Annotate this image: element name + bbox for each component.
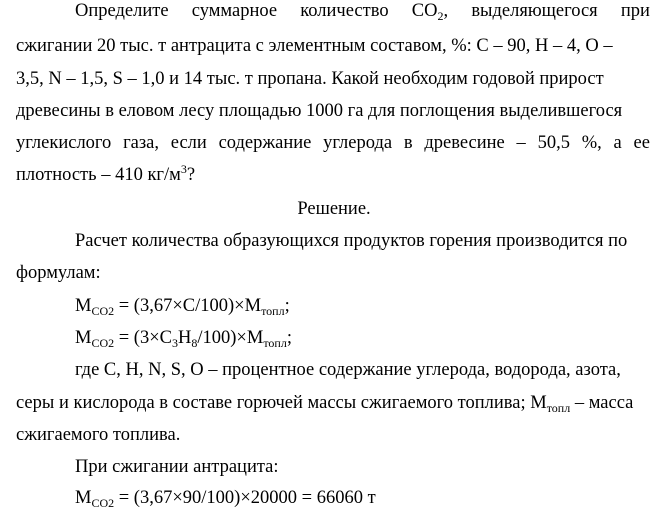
explanation-line-3: сжигаемого топлива.	[16, 424, 181, 445]
anthracite-heading: При сжигании антрацита:	[75, 457, 279, 478]
word: а	[613, 133, 622, 154]
word: газа,	[123, 133, 160, 154]
problem-line-4: древесины в еловом лесу площадью 1000 га для поглощения выделившегося	[16, 100, 623, 121]
solution-heading: Решение.	[297, 198, 371, 219]
formula-2: $M_{CO2} = (3\times C_3H_8/100)\times M_{топл}$;	[75, 328, 292, 351]
word: количество	[300, 1, 389, 21]
word: –	[516, 133, 526, 154]
explanation-line-1: где С, H, N, S, O – процентное содержание углерода, водорода, азота,	[75, 360, 621, 381]
problem-line-2: сжигании 20 тыс. т антрацита с элементным составом, %: С – 90, Н – 4, О –	[16, 36, 613, 57]
anthracite-formula: $M_{CO2} = (3,67\times 90/100)\times 20000 = 66060$ т	[75, 488, 376, 510]
problem-line-5	[16, 132, 650, 154]
word: при	[620, 1, 650, 21]
word: древесине	[424, 133, 505, 154]
intro-line-2: формулам:	[16, 263, 101, 284]
word: углекислого	[16, 133, 112, 154]
word: Определите	[75, 1, 169, 21]
intro-line-1: Расчет количества образующихся продуктов горения производится по	[75, 230, 628, 251]
formula-1: $M_{CO2} = (3,67\times С/100)\times M_{топл}$;	[75, 295, 290, 318]
word: содержание	[218, 133, 312, 154]
problem-line-1	[75, 0, 650, 22]
explanation-line-2: серы и кислорода в составе горючей массы сжигаемого топлива; $M_{топл}$ – масса	[16, 392, 634, 415]
word: в	[403, 133, 413, 154]
word: углерода	[323, 133, 393, 154]
word: %,	[581, 133, 602, 154]
problem-line-6: плотность – 410 $кг/м^3$?	[16, 162, 196, 186]
word: если	[170, 133, 207, 154]
word-co2: $CO_2$,	[411, 1, 449, 23]
word: ее	[633, 133, 650, 154]
word: суммарное	[191, 1, 278, 21]
word: 50,5	[537, 133, 570, 154]
problem-line-3: 3,5, N – 1,5, S – 1,0 и 14 тыс. т пропана. Какой необходим годовой прирост	[16, 69, 604, 90]
word: выделяющегося	[471, 1, 598, 21]
